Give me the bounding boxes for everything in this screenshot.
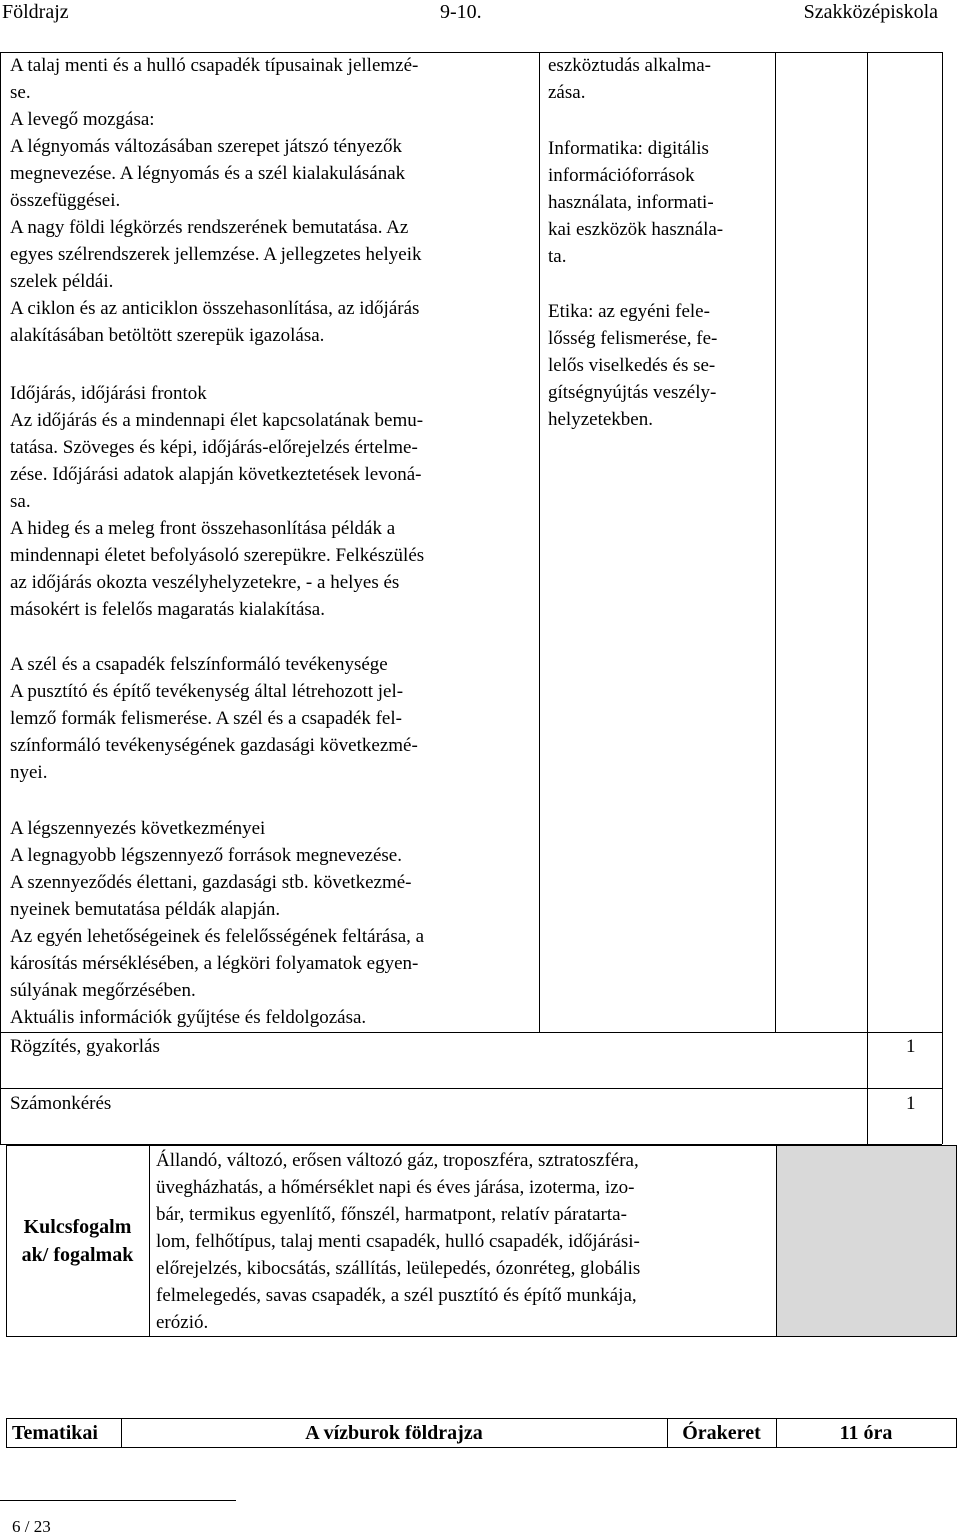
links-block-informatics: Informatika: digitális információforrások használata, informati- kai eszközök használa- ta. [548, 138, 724, 267]
column-divider-links [775, 52, 776, 1032]
thematic-label: Tematikai [12, 1422, 98, 1444]
links-block-tool-skills: eszköztudás alkalma- zása. [548, 55, 712, 103]
content-block-weather-fronts: Időjárás, időjárási frontok Az időjárás és a mindennapi élet kapcsolatának bemu- tatása. Szöveges és képi, időjárás-előrejelzés értelme- zése. Időjárási adatok alapján következtetések levoná- sa. A hideg és a meleg front összehasonlítása példák a mindennapi életet befolyásoló szerepükre. Felkészülés az időjárás okozta veszélyhelyzetekre, - a helyes és másokért is felelős magaratás kialakítása. [10, 383, 425, 620]
thematic-hours-label: Órakeret [682, 1422, 761, 1444]
table-right-border [942, 52, 943, 1144]
row-practice-hours: 1 [906, 1036, 916, 1057]
row-assessment-hours: 1 [906, 1093, 916, 1114]
content-block-air-pollution: A légszennyezés következményei A legnagyobb légszennyező források megnevezése. A szennyeződés élettani, gazdasági stb. következmé- nyeinek bemutatása példák alapján. Az egyén lehetőségeinek és felelősségének feltárása, a károsítás mérséklésében, a légköri folyamatok egyen- súlyának megőrzésében. Aktuális információk gyűjtése és feldolgozása. [10, 818, 425, 1028]
content-block-surface-shaping: A szél és a csapadék felszínformáló tevékenysége A pusztító és építő tevékenység által létrehozott jel- lemző formák felismerése. A szél és a csapadék fel- színformáló tevékenységének gazdasági következmé- nyei. [10, 654, 418, 783]
footer-rule [0, 1500, 236, 1501]
column-divider-notes [867, 52, 868, 1144]
column-divider-content [539, 52, 540, 1032]
content-block-air-movement: A talaj menti és a hulló csapadék típusainak jellemzé- se. A levegő mozgása: A légnyomás változásában szerepet játszó tényezők megnevezése. A légnyomás és a szél kialakulásának összefüggései. A nagy földi légkörzés rendszerének bemutatása. Az egyes szélrendszerek jellemzése. A jellegzetes helyeik szelek példái. A ciklon és az anticiklon összehasonlítása, az időjárás alakításában betöltött szerepük igazolása. [10, 55, 422, 346]
keywords-list: Állandó, változó, erősen változó gáz, troposzféra, sztratoszféra, üvegházhatás, a hőmérséklet napi és éves járása, izoterma, izo- bár, termikus egyenlítő, főnszél, harmatpont, relatív páratarta- lom, felhőtípus, talaj menti csapadék, hulló csapadék, időjárási- előrejelzés, kibocsátás, szállítás, leülepedés, ózonréteg, globális felmelegedés, savas csapadék, a szél pusztító és építő munkája, erózió. [156, 1150, 641, 1333]
page-number: 6 / 23 [12, 1517, 51, 1536]
keywords-gray-cell [777, 1146, 956, 1336]
row-practice-label: Rögzítés, gyakorlás [10, 1036, 160, 1057]
header-grade: 9-10. [440, 1, 482, 23]
thematic-title: A vízburok földrajza [305, 1422, 483, 1444]
row-assessment-label: Számonkérés [10, 1093, 112, 1114]
links-block-ethics: Etika: az egyéni fele- lősség felismerése, fe- lelős viselkedés és se- gítségnyújtás veszély- helyzetekben. [548, 301, 718, 430]
header-subject: Földrajz [2, 1, 69, 23]
keywords-label: Kulcsfogalm ak/ fogalmak [21, 1216, 134, 1266]
table-left-border [0, 52, 1, 1144]
thematic-hours: 11 óra [839, 1422, 893, 1444]
header-school: Szakközépiskola [803, 1, 938, 23]
